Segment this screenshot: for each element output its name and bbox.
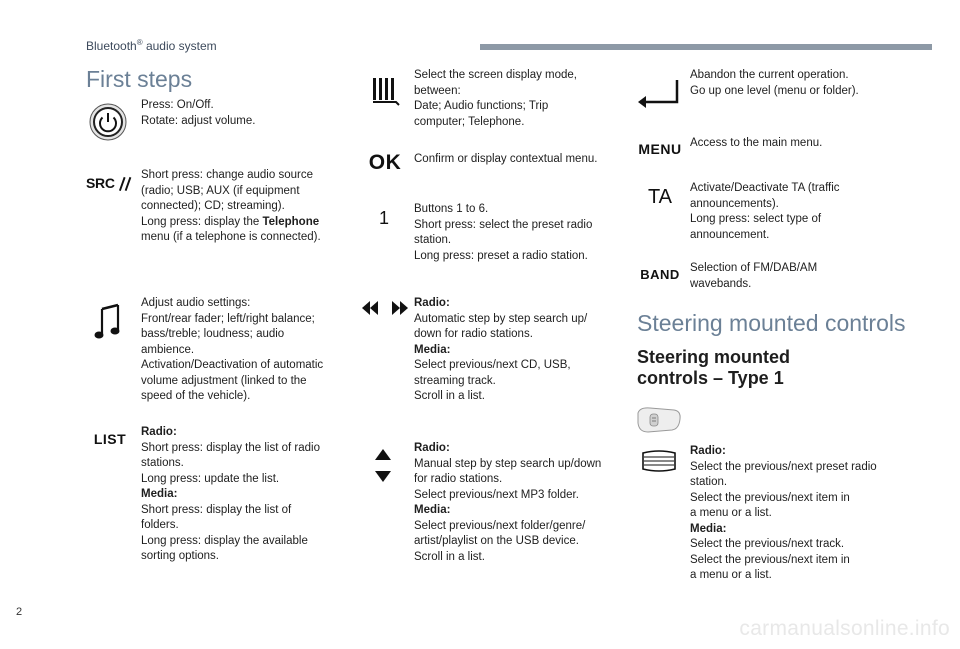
ok-button-icon: OK bbox=[368, 151, 402, 174]
preset-buttons-description: Buttons 1 to 6. Short press: select the preset radio station. Long press: preset a radio station. bbox=[414, 203, 593, 262]
music-note-icon bbox=[92, 300, 124, 342]
menu-description: Access to the main menu. bbox=[690, 137, 823, 149]
src-button-icon: SRC bbox=[86, 172, 132, 194]
band-button-icon: BAND bbox=[640, 266, 680, 282]
band-description: Selection of FM/DAB/AM wavebands. bbox=[690, 262, 818, 290]
steering-controls-subtitle: Steering mounted controls – Type 1 bbox=[637, 347, 791, 388]
steering-control-stalk-icon bbox=[634, 405, 684, 435]
page-number: 2 bbox=[16, 606, 23, 618]
list-button-icon: LIST bbox=[93, 431, 127, 447]
thumbwheel-icon bbox=[640, 449, 678, 473]
back-description: Abandon the current operation. Go up one level (menu or folder). bbox=[690, 69, 859, 97]
audio-settings-description: Adjust audio settings: Front/rear fader; left/right balance; bass/treble; loudness; audio ambience. Activation/Deactivation of automatic volume adjustment (linked to the speed of the vehicle). bbox=[141, 297, 324, 402]
power-knob-icon bbox=[88, 102, 128, 142]
display-mode-description: Select the screen display mode, between: Date; Audio functions; Trip computer; Telephone. bbox=[414, 69, 578, 128]
display-mode-icon bbox=[368, 73, 404, 109]
watermark: carmanualsonline.info bbox=[739, 617, 950, 640]
preset-button-icon: 1 bbox=[378, 207, 389, 228]
ta-description: Activate/Deactivate TA (traffic announcements). Long press: select type of announcement. bbox=[690, 182, 840, 241]
ta-button-icon: TA bbox=[647, 185, 673, 208]
back-arrow-icon bbox=[636, 76, 682, 110]
steering-controls-title: Steering mounted controls bbox=[637, 310, 906, 336]
left-right-arrows-icon bbox=[362, 300, 408, 316]
list-description: Radio: Short press: display the list of radio stations. Long press: update the list. Media: Short press: display the list of folders. Long press: display the available sorting options. bbox=[141, 426, 320, 562]
header-rule bbox=[480, 44, 932, 50]
menu-button-icon: MENU bbox=[638, 141, 682, 157]
src-description: Short press: change audio source (radio; USB; AUX (if equipment connected); CD; streaming). Long press: display the Telephone menu (if a telephone is connected). bbox=[141, 169, 321, 243]
steering-radio-description: Radio: Select the previous/next preset radio station. Select the previous/next item in a menu or a list. Media: Select the previous/next track. Select the previous/next item in a menu or a list. bbox=[690, 445, 877, 581]
header-title: Bluetooth® audio system bbox=[86, 38, 217, 53]
first-steps-title: First steps bbox=[86, 66, 193, 92]
up-down-arrows-icon bbox=[374, 449, 392, 483]
manual-search-description: Radio: Manual step by step search up/down for radio stations. Select previous/next MP3 folder. Media: Select previous/next folder/genre/ artist/playlist on the USB device. Scroll in a list. bbox=[414, 442, 602, 563]
ok-description: Confirm or display contextual menu. bbox=[414, 153, 598, 165]
power-description: Press: On/Off. Rotate: adjust volume. bbox=[141, 99, 256, 127]
seek-description: Radio: Automatic step by step search up/ down for radio stations. Media: Select previous/next CD, USB, streaming track. Scroll in a list. bbox=[414, 297, 588, 402]
